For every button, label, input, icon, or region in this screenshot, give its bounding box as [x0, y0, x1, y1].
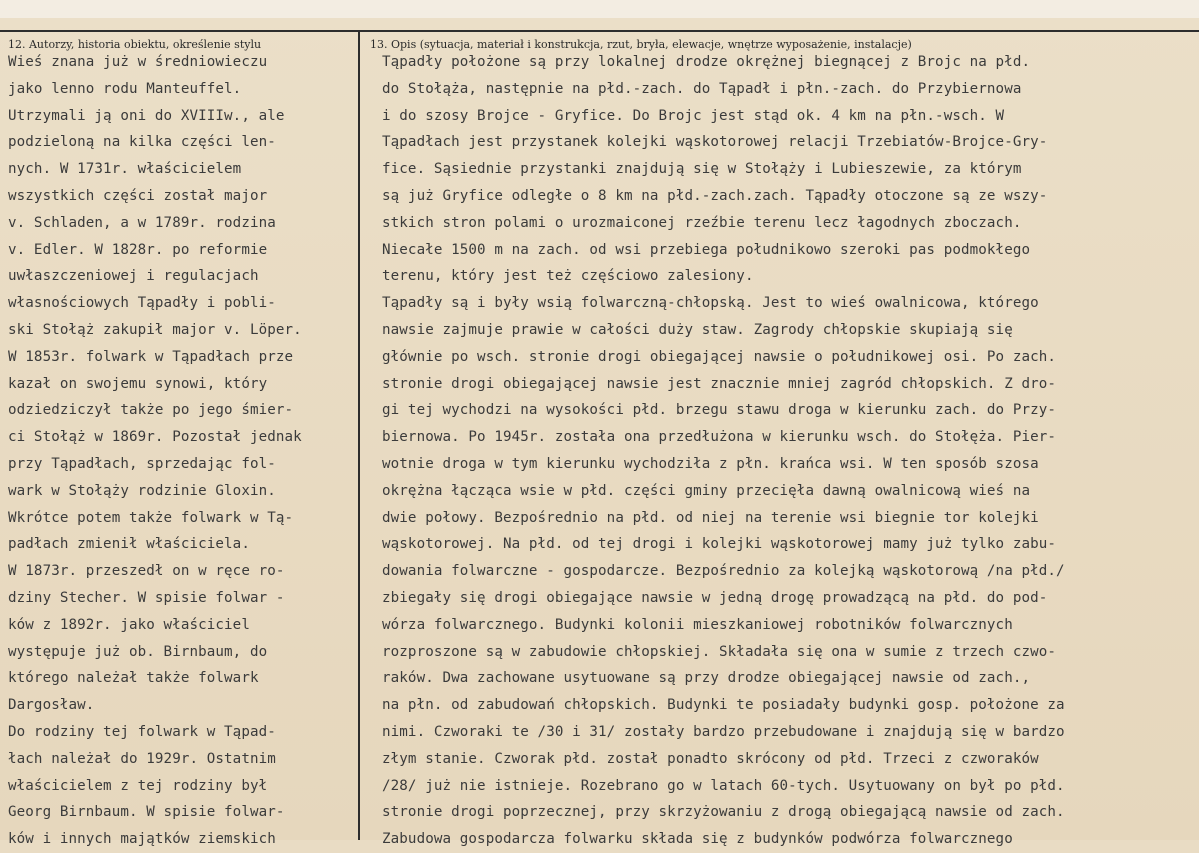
text-line: wszystkich części został major [8, 187, 268, 204]
text-line: Tąpadły położone są przy lokalnej drodze okrężnej biegnącej z Brojc na płd. [382, 54, 1031, 70]
text-line: ski Stołąż zakupił major v. Löper. [8, 321, 302, 338]
history-column [8, 49, 356, 853]
text-line: złym stanie. Czworak płd. został ponadto skrócony od płd. Trzeci z czworaków [382, 750, 1039, 767]
text-line: i do szosy Brojce - Gryfice. Do Brojc jest stąd ok. 4 km na płn.-wsch. W [382, 107, 1005, 124]
text-line: okrężna łącząca wsie w płd. części gminy przecięła dawną owalnicową wieś na [382, 482, 1031, 499]
text-line: wark w Stołąży rodzinie Gloxin. [8, 482, 276, 499]
text-line: rozproszone są w zabudowie chłopskiej. Składała się ona w sumie z trzech czwo- [382, 643, 1057, 660]
text-line: uwłaszczeniowej i regulacjach [8, 268, 259, 285]
header-rule [0, 30, 1199, 32]
text-line: W 1853r. folwark w Tąpadłach prze [8, 348, 294, 365]
text-line: dziny Stecher. W spisie folwar - [8, 589, 285, 606]
column-divider [358, 32, 360, 840]
text-line: ków i innych majątków ziemskich [8, 831, 276, 848]
text-line: Do rodziny tej folwark w Tąpad- [8, 723, 276, 740]
paper-top-edge [0, 0, 1199, 18]
text-line: przy Tąpadłach, sprzedając fol- [8, 455, 276, 472]
text-line: terenu, który jest też częściowo zalesiony. [382, 268, 754, 285]
section-13-heading: 13. Opis (sytuacja, materiał i konstrukcja, rzut, bryła, elewacje, wnętrze wyposażenie, instalacje) [370, 38, 912, 51]
text-line: Zabudowa gospodarcza folwarku składa się z budynków podwórza folwarcznego [382, 831, 1013, 848]
text-line: wórza folwarcznego. Budynki kolonii mieszkaniowej robotników folwarcznych [382, 616, 1013, 633]
text-line: Dargosław. [8, 697, 95, 714]
text-line: wąskotorowej. Na płd. od tej drogi i kolejki wąskotorowej mamy już tylko zabu- [382, 536, 1057, 553]
text-line: dwie połowy. Bezpośrednio na płd. od niej na terenie wsi biegnie tor kolejki [382, 509, 1039, 526]
text-line: nimi. Czworaki te /30 i 31/ zostały bardzo przebudowane i znajdują się w bardzo [382, 723, 1065, 740]
text-line: dowania folwarczne - gospodarcze. Bezpośrednio za kolejką wąskotorową /na płd./ [382, 563, 1065, 580]
text-line: Tąpadły są i były wsią folwarczną-chłopską. Jest to wieś owalnicowa, którego [382, 295, 1039, 312]
section-12-heading: 12. Autorzy, historia obiektu, określenie stylu [8, 38, 262, 51]
text-line: odziedziczył także po jego śmier- [8, 402, 294, 419]
text-line: /28/ już nie istnieje. Rozebrano go w latach 60-tych. Usytuowany on był po płd. [382, 777, 1065, 794]
description-column [382, 49, 1192, 853]
text-line: są już Gryfice odległe o 8 km na płd.-zach.zach. Tąpadły otoczone są ze wszy- [382, 187, 1048, 204]
text-line: właścicielem z tej rodziny był [8, 777, 268, 794]
text-line: podzieloną na kilka części len- [8, 134, 276, 151]
text-line: stronie drogi poprzecznej, przy skrzyżowaniu z drogą obiegającą nawsie od zach. [382, 804, 1065, 821]
text-line: ci Stołąż w 1869r. Pozostał jednak [8, 429, 302, 446]
text-line: własnościowych Tąpadły i pobli- [8, 295, 276, 312]
text-line: v. Schladen, a w 1789r. rodzina [8, 214, 276, 231]
text-line: Niecałe 1500 m na zach. od wsi przebiega południkowo szeroki pas podmokłego [382, 241, 1031, 258]
text-line: kazał on swojemu synowi, który [8, 375, 268, 392]
text-line: v. Edler. W 1828r. po reformie [8, 241, 268, 258]
text-line: występuje już ob. Birnbaum, do [8, 643, 268, 660]
text-line: raków. Dwa zachowane usytuowane są przy drodze obiegającej nawsie od zach., [382, 670, 1031, 687]
text-line: Utrzymali ją oni do XVIIIw., ale [8, 107, 285, 124]
text-line: fice. Sąsiednie przystanki znajdują się w Stołąży i Lubieszewie, za którym [382, 161, 1022, 178]
text-line: ków z 1892r. jako właściciel [8, 616, 250, 633]
text-line: Wkrótce potem także folwark w Tą- [8, 509, 294, 526]
text-line: nych. W 1731r. właścicielem [8, 161, 242, 178]
text-line: nawsie zajmuje prawie w całości duży staw. Zagrody chłopskie skupiają się [382, 321, 1013, 338]
text-line: stkich stron polami o urozmaiconej rzeźbie terenu lecz łagodnych zboczach. [382, 214, 1022, 231]
text-line: jako lenno rodu Manteuffel. [8, 80, 242, 97]
text-line: gi tej wychodzi na wysokości płd. brzegu stawu droga w kierunku zach. do Przy- [382, 402, 1057, 419]
text-line: stronie drogi obiegającej nawsie jest znacznie mniej zagród chłopskich. Z dro- [382, 375, 1057, 392]
text-line: którego należał także folwark [8, 670, 259, 687]
text-line: Georg Birnbaum. W spisie folwar- [8, 804, 285, 821]
text-line: głównie po wsch. stronie drogi obiegającej nawsie o południkowej osi. Po zach. [382, 348, 1057, 365]
text-line: biernowa. Po 1945r. została ona przedłużona w kierunku wsch. do Stołęża. Pier- [382, 429, 1057, 446]
text-line: Wieś znana już w średniowieczu [8, 54, 268, 70]
text-line: na płn. od zabudowań chłopskich. Budynki te posiadały budynki gosp. położone za [382, 697, 1065, 714]
text-line: zbiegały się drogi obiegające nawsie w jedną drogę prowadzącą na płd. do pod- [382, 589, 1048, 606]
text-line: wotnie droga w tym kierunku wychodziła z płn. krańca wsi. W ten sposób szosa [382, 455, 1039, 472]
text-line: Tąpadłach jest przystanek kolejki wąskotorowej relacji Trzebiatów-Brojce-Gry- [382, 134, 1048, 151]
text-line: W 1873r. przeszedł on w ręce ro- [8, 563, 285, 580]
text-line: do Stołąża, następnie na płd.-zach. do Tąpadł i płn.-zach. do Przybiernowa [382, 80, 1022, 97]
text-line: łach należał do 1929r. Ostatnim [8, 750, 276, 767]
text-line: padłach zmienił właściciela. [8, 536, 250, 553]
